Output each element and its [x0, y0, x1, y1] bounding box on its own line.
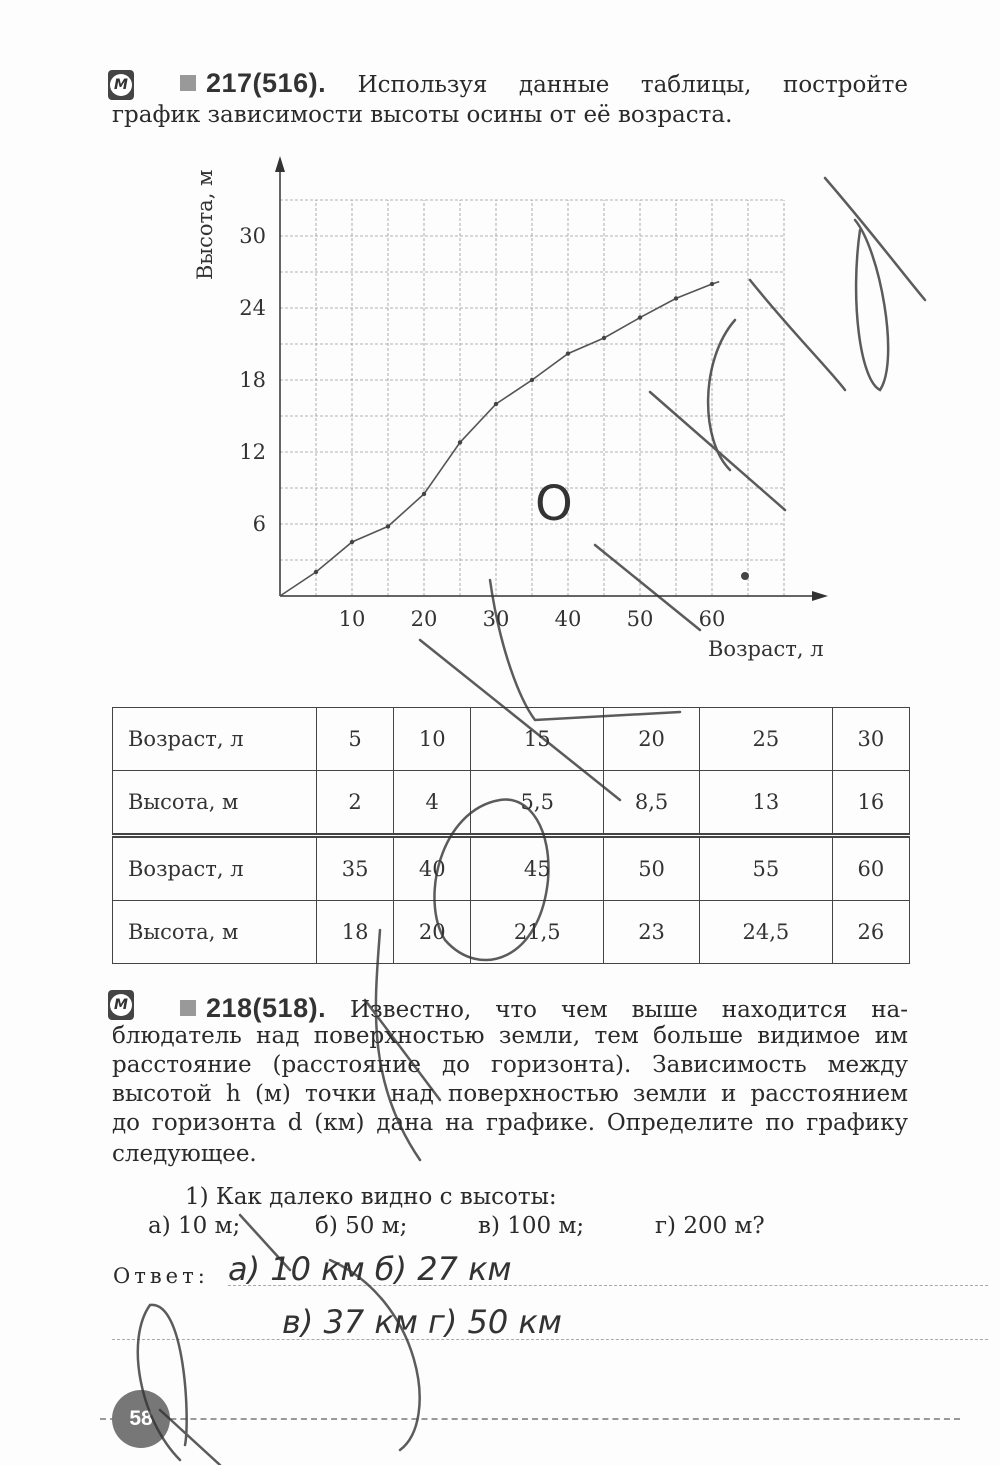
table-cell: 25 — [699, 708, 832, 771]
x-tick-label: 40 — [554, 607, 582, 631]
table-cell: 10 — [394, 708, 471, 771]
table-cell: 35 — [317, 836, 394, 901]
table-cell: 20 — [394, 901, 471, 964]
data-point — [710, 282, 714, 286]
option-d: г) 200 м? — [655, 1213, 765, 1239]
data-point — [602, 336, 606, 340]
table-cell: 60 — [832, 836, 909, 901]
x-tick-label: 60 — [698, 607, 726, 631]
task-text: Используя данные таблицы, постройте — [357, 72, 909, 98]
task-text: Известно, что чем выше находится на- — [350, 997, 909, 1023]
m-badge-218: М — [108, 990, 134, 1020]
table-cell: Высота, м — [113, 901, 317, 964]
table-row — [113, 771, 910, 836]
table-cell: 2 — [317, 771, 394, 836]
chart-axes — [275, 156, 828, 601]
table-row — [113, 901, 910, 964]
height-age-chart — [0, 0, 1000, 700]
data-point — [386, 524, 390, 528]
y-axis-label: Высота, м — [193, 169, 217, 280]
data-point — [674, 296, 678, 300]
m-badge-217: М — [108, 70, 134, 100]
task218-line: высотой h (м) точки над поверхностью земли и расстоянием — [112, 1081, 908, 1107]
task218-line: блюдатель над поверхностью земли, тем больше видимое им — [112, 1023, 908, 1049]
task218-line: следующее. — [112, 1141, 257, 1167]
task218-line: до горизонта d (км) дана на графике. Определите по графику — [112, 1110, 908, 1136]
task217-line2: график зависимости высоты осины от её возраста. — [112, 102, 733, 128]
table-cell: 15 — [471, 708, 604, 771]
handwritten-answer-1: а) 10 км б) 27 км — [228, 1250, 512, 1288]
table-cell: 50 — [604, 836, 700, 901]
task-number: 218(518). — [206, 993, 327, 1023]
data-point — [494, 402, 498, 406]
data-point — [638, 315, 642, 319]
task-number: 217(516). — [206, 68, 327, 98]
answer-label: Ответ: — [113, 1264, 209, 1288]
table-row — [113, 708, 910, 771]
data-table — [112, 707, 910, 964]
task218-line: расстояние (расстояние до горизонта). Зависимость между — [112, 1052, 908, 1078]
x-tick-label: 30 — [482, 607, 510, 631]
table-cell: 40 — [394, 836, 471, 901]
table-cell: 45 — [471, 836, 604, 901]
footer-rule — [100, 1418, 960, 1420]
data-point — [350, 540, 354, 544]
table-cell: 30 — [832, 708, 909, 771]
scribble-letter: О — [535, 476, 573, 532]
data-line — [280, 282, 719, 596]
table-cell: 20 — [604, 708, 700, 771]
table-cell: 5,5 — [471, 771, 604, 836]
data-point — [422, 492, 426, 496]
table-cell: Возраст, л — [113, 836, 317, 901]
chart-grid — [280, 200, 784, 596]
table-cell: 24,5 — [699, 901, 832, 964]
y-tick-label: 24 — [239, 296, 266, 320]
table-cell: Возраст, л — [113, 708, 317, 771]
table-cell: 26 — [832, 901, 909, 964]
x-tick-label: 10 — [338, 607, 366, 631]
y-tick-label: 30 — [239, 224, 266, 248]
table-cell: 8,5 — [604, 771, 700, 836]
y-axis-arrow-icon — [275, 156, 285, 172]
option-a: а) 10 м; — [148, 1213, 241, 1239]
data-point — [458, 440, 462, 444]
data-point — [530, 378, 534, 382]
table-cell: 4 — [394, 771, 471, 836]
table-cell: 55 — [699, 836, 832, 901]
square-marker-icon — [180, 1000, 196, 1016]
table-cell: 16 — [832, 771, 909, 836]
table-cell: 5 — [317, 708, 394, 771]
y-tick-label: 6 — [252, 512, 266, 536]
x-tick-label: 50 — [626, 607, 654, 631]
y-tick-label: 12 — [239, 440, 266, 464]
option-b: б) 50 м; — [315, 1213, 408, 1239]
task218-line1 — [180, 993, 908, 1025]
question: 1) Как далеко видно с высоты: — [185, 1184, 557, 1210]
table-cell: 21,5 — [471, 901, 604, 964]
data-point — [314, 570, 318, 574]
x-axis-arrow-icon — [812, 591, 828, 601]
data-point — [566, 351, 570, 355]
table-cell: 23 — [604, 901, 700, 964]
table-cell: Высота, м — [113, 771, 317, 836]
table-cell: 18 — [317, 901, 394, 964]
table-row — [113, 836, 910, 901]
x-tick-label: 20 — [410, 607, 438, 631]
option-c: в) 100 м; — [478, 1213, 585, 1239]
page-number: 58 — [112, 1390, 170, 1448]
y-tick-label: 18 — [239, 368, 266, 392]
handwritten-answer-2: в) 37 км г) 50 км — [282, 1303, 562, 1341]
table-cell: 13 — [699, 771, 832, 836]
x-axis-label: Возраст, л — [708, 637, 824, 661]
